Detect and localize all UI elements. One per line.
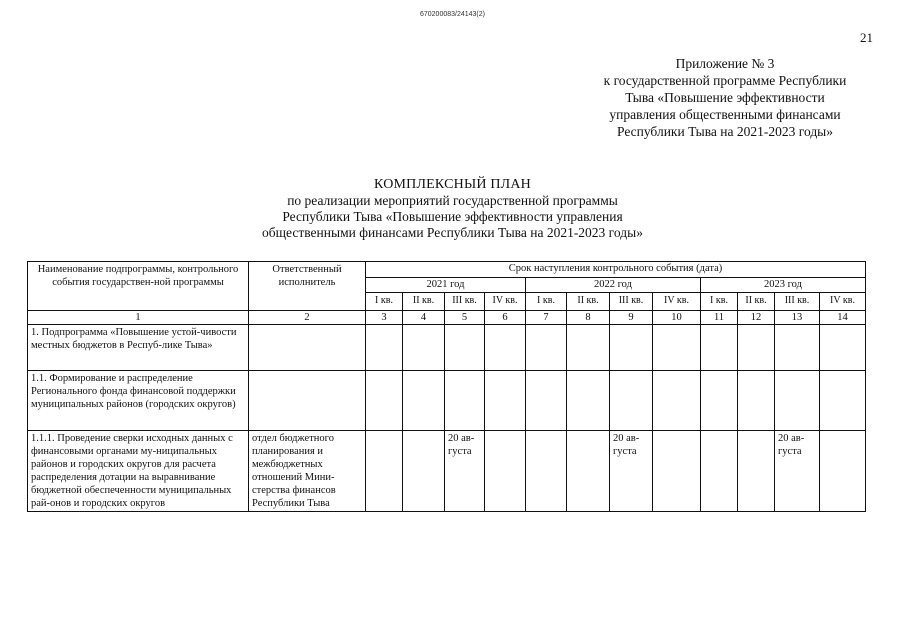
- header-quarter: III кв.: [445, 293, 485, 311]
- row-cell: [366, 431, 403, 512]
- row-cell: [610, 371, 653, 431]
- column-number: 11: [701, 311, 738, 325]
- row-cell: [820, 371, 866, 431]
- column-number: 1: [28, 311, 249, 325]
- row-cell: [567, 431, 610, 512]
- header-year-2021: 2021 год: [366, 277, 526, 293]
- appendix-block: [560, 55, 890, 140]
- appendix-line: Приложение № 3: [675, 56, 775, 71]
- row-cell: [526, 371, 567, 431]
- row-cell: [567, 371, 610, 431]
- page-number: 21: [860, 30, 873, 45]
- header-name: Наименование подпрограммы, контрольного события государствен-ной программы: [28, 262, 249, 311]
- header-quarter: III кв.: [610, 293, 653, 311]
- row-cell: [738, 371, 775, 431]
- row-cell: 20 ав-густа: [610, 431, 653, 512]
- column-number: 6: [485, 311, 526, 325]
- header-quarter: IV кв.: [485, 293, 526, 311]
- row-cell: [653, 431, 701, 512]
- row-cell: [526, 325, 567, 371]
- header-quarter: II кв.: [567, 293, 610, 311]
- column-number: 13: [775, 311, 820, 325]
- row-cell: [366, 371, 403, 431]
- header-year-2022: 2022 год: [526, 277, 701, 293]
- header-quarter: I кв.: [701, 293, 738, 311]
- plan-table: [27, 261, 866, 512]
- row-executor: [249, 325, 366, 371]
- appendix-line: к государственной программе Республики: [603, 73, 847, 88]
- row-name: 1. Подпрограмма «Повышение устой-чивости местных бюджетов в Респуб-лике Тыва»: [28, 325, 249, 371]
- column-number: 14: [820, 311, 866, 325]
- row-cell: [701, 371, 738, 431]
- row-cell: [653, 325, 701, 371]
- row-cell: [738, 325, 775, 371]
- row-cell: [610, 325, 653, 371]
- header-year-2023: 2023 год: [701, 277, 866, 293]
- header-quarter: I кв.: [526, 293, 567, 311]
- header-deadline: Срок наступления контрольного события (дата): [366, 262, 866, 278]
- row-cell: [820, 431, 866, 512]
- row-name: 1.1.1. Проведение сверки исходных данных с финансовыми органами му-ниципальных районов и городских округов для расчета распределения дотации на выравнивание бюджетной обеспеченности муниципальных рай-онов и городских округов: [28, 431, 249, 512]
- row-cell: [738, 431, 775, 512]
- plan-title-line: Республики Тыва «Повышение эффективности управления: [282, 209, 623, 224]
- row-cell: [567, 325, 610, 371]
- column-number: 2: [249, 311, 366, 325]
- header-quarter: IV кв.: [820, 293, 866, 311]
- row-cell: [775, 371, 820, 431]
- table-row: [28, 325, 866, 371]
- row-cell: [653, 371, 701, 431]
- plan-heading: КОМПЛЕКСНЫЙ ПЛАН: [374, 177, 531, 192]
- plan-title-block: [20, 177, 885, 241]
- row-cell: [526, 431, 567, 512]
- row-cell: [485, 371, 526, 431]
- column-number: 9: [610, 311, 653, 325]
- appendix-line: Тыва «Повышение эффективности: [625, 90, 825, 105]
- column-number: 8: [567, 311, 610, 325]
- row-cell: 20 ав-густа: [445, 431, 485, 512]
- column-number: 10: [653, 311, 701, 325]
- header-quarter: II кв.: [738, 293, 775, 311]
- row-name: 1.1. Формирование и распределение Регионального фонда финансовой поддержки муниципальных районов (городских округов): [28, 371, 249, 431]
- row-cell: [701, 325, 738, 371]
- row-cell: [403, 371, 445, 431]
- column-number: 5: [445, 311, 485, 325]
- table-row: [28, 371, 866, 431]
- row-cell: [445, 325, 485, 371]
- row-cell: [485, 431, 526, 512]
- header-executor: Ответственный исполнитель: [249, 262, 366, 311]
- row-cell: [445, 371, 485, 431]
- document-id: 670200083/24143(2): [419, 11, 485, 18]
- column-number: 12: [738, 311, 775, 325]
- row-executor: [249, 371, 366, 431]
- column-number: 4: [403, 311, 445, 325]
- row-cell: [775, 325, 820, 371]
- row-cell: [366, 325, 403, 371]
- appendix-line: управления общественными финансами: [609, 107, 841, 122]
- plan-title-line: общественными финансами Республики Тыва на 2021-2023 годы»: [262, 225, 643, 240]
- row-cell: [485, 325, 526, 371]
- row-cell: [701, 431, 738, 512]
- header-quarter: II кв.: [403, 293, 445, 311]
- appendix-line: Республики Тыва на 2021-2023 годы»: [616, 124, 834, 139]
- header-quarter: IV кв.: [653, 293, 701, 311]
- column-number: 3: [366, 311, 403, 325]
- header-quarter: I кв.: [366, 293, 403, 311]
- row-cell: 20 ав-густа: [775, 431, 820, 512]
- row-executor: отдел бюджетного планирования и межбюджетных отношений Мини-стерства финансов Республики Тыва: [249, 431, 366, 512]
- row-cell: [820, 325, 866, 371]
- row-cell: [403, 431, 445, 512]
- row-cell: [403, 325, 445, 371]
- table-row: [28, 431, 866, 512]
- plan-title-line: по реализации мероприятий государственной программы: [287, 193, 618, 208]
- column-number: 7: [526, 311, 567, 325]
- header-quarter: III кв.: [775, 293, 820, 311]
